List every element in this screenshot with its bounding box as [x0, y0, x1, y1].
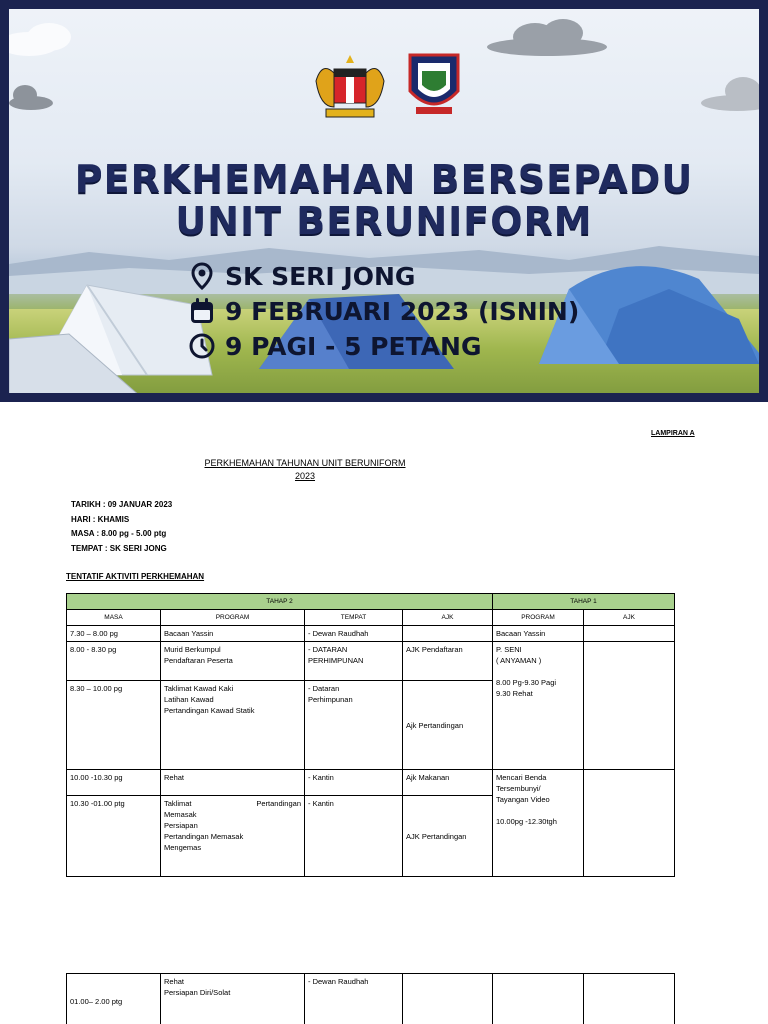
- event-date-text: 9 FEBRUARI 2023 (ISNIN): [225, 296, 580, 326]
- cell-t1-ajk: [584, 642, 675, 770]
- cell-tempat: - Kantin: [305, 796, 403, 877]
- table-row: [67, 770, 675, 796]
- cell-tempat: [305, 642, 403, 681]
- t1-line: Mencari Benda: [496, 773, 547, 782]
- cell-ajk: [403, 681, 493, 770]
- column-header: AJK: [584, 610, 675, 626]
- cell-ajk: AJK Pendaftaran: [403, 642, 493, 681]
- program-word: Pertandingan: [256, 799, 301, 808]
- cell-t1-ajk: [584, 626, 675, 642]
- document-title: [0, 457, 610, 483]
- event-details: [71, 498, 172, 556]
- program-line: Latihan Kawad: [164, 695, 214, 704]
- detail-tarikh: TARIKH : 09 JANUAR 2023: [71, 500, 173, 509]
- program-line: Pendaftaran Peserta: [164, 656, 233, 665]
- t1-line: Tayangan Video: [496, 795, 550, 804]
- t1-line: P. SENI: [496, 645, 522, 654]
- schedule-table-continued: [66, 973, 675, 1024]
- cell-ajk: [403, 974, 493, 1024]
- cell-program: [161, 681, 305, 770]
- group-header-tahap2: TAHAP 2: [67, 594, 493, 610]
- masa-line: 01.00– 2.00 ptg: [70, 997, 123, 1006]
- program-line: Pertandingan Memasak: [164, 832, 244, 841]
- section-title: TENTATIF AKTIVITI PERKHEMAHAN: [66, 572, 205, 581]
- ajk-line: AJK Pertandingan: [406, 831, 467, 841]
- program-line: Persiapan Diri/Solat: [164, 988, 231, 997]
- banner-title-line2: UNIT BERUNIFORM: [175, 199, 593, 243]
- column-header: MASA: [67, 610, 161, 626]
- cell-ajk: Ajk Makanan: [403, 770, 493, 796]
- malaysia-coat-of-arms-logo: [312, 51, 388, 123]
- program-line: Memasak: [164, 810, 197, 819]
- cell-program: [161, 642, 305, 681]
- cell-tempat: - Dewan Raudhah: [305, 626, 403, 642]
- document-title-line2: 2023: [294, 471, 316, 481]
- event-time: [187, 331, 481, 361]
- group-header-tahap1: TAHAP 1: [493, 594, 675, 610]
- cell-masa: 7.30 – 8.00 pg: [67, 626, 161, 642]
- t1-line: ( ANYAMAN ): [496, 656, 542, 665]
- location-pin-icon: [187, 261, 217, 291]
- column-header: PROGRAM: [161, 610, 305, 626]
- banner-scene: [9, 9, 759, 393]
- tempat-line: PERHIMPUNAN: [308, 656, 364, 665]
- banner-title-line1: PERKHEMAHAN BERSEPADU: [74, 157, 694, 201]
- school-crest-logo: [406, 51, 462, 119]
- event-time-text: 9 PAGI - 5 PETANG: [225, 331, 482, 361]
- document-title-line1: PERKHEMAHAN TAHUNAN UNIT BERUNIFORM: [204, 458, 406, 468]
- event-location-text: SK SERI JONG: [225, 261, 416, 291]
- t1-line: 9.30 Rehat: [496, 689, 533, 698]
- program-line: Pertandingan Kawad Statik: [164, 706, 255, 715]
- detail-masa: MASA : 8.00 pg - 5.00 ptg: [71, 529, 167, 538]
- cell-t1-ajk: [584, 770, 675, 877]
- program-line: Rehat: [164, 977, 185, 986]
- column-header: TEMPAT: [305, 610, 403, 626]
- table-column-header: [67, 610, 675, 626]
- cell-t1-program: [493, 642, 584, 770]
- column-header: AJK: [403, 610, 493, 626]
- cell-masa: 10.30 -01.00 ptg: [67, 796, 161, 877]
- cell-program: [161, 796, 305, 877]
- t1-line: 8.00 Pg-9.30 Pagi: [496, 678, 557, 687]
- cell-program: Bacaan Yassin: [161, 626, 305, 642]
- table-group-header: [67, 594, 675, 610]
- cell-masa: [67, 974, 161, 1024]
- clock-icon: [187, 331, 217, 361]
- tent-front-left: [9, 329, 159, 393]
- event-banner: [0, 0, 768, 402]
- cell-tempat: - Kantin: [305, 770, 403, 796]
- tempat-line: - DATARAN: [308, 645, 348, 654]
- t1-line: Tersembunyi/: [496, 784, 541, 793]
- program-line: [164, 798, 301, 809]
- cell-masa: 8.30 – 10.00 pg: [67, 681, 161, 770]
- cell-ajk: [403, 626, 493, 642]
- tempat-line: - Dataran: [308, 684, 340, 693]
- cell-ajk: [403, 796, 493, 877]
- program-line: Mengemas: [164, 843, 202, 852]
- program-word: Taklimat: [164, 799, 192, 808]
- program-line: Persiapan: [164, 821, 198, 830]
- table-row: [67, 642, 675, 681]
- cloud-icon: [697, 73, 759, 113]
- ajk-line: Ajk Pertandingan: [406, 720, 464, 730]
- cell-program: [161, 974, 305, 1024]
- detail-tempat: TEMPAT : SK SERI JONG: [71, 543, 167, 553]
- cell-t1-program: [493, 770, 584, 877]
- cloud-icon: [485, 15, 610, 57]
- cell-t1-program: Bacaan Yassin: [493, 626, 584, 642]
- schedule-table: [66, 593, 675, 877]
- calendar-icon: [187, 296, 217, 326]
- t1-line: 10.00pg -12.30tgh: [496, 817, 557, 826]
- detail-hari: HARI : KHAMIS: [71, 514, 130, 524]
- cloud-icon: [9, 79, 55, 111]
- cell-masa: 8.00 - 8.30 pg: [67, 642, 161, 681]
- cell-t1-program: [493, 974, 584, 1024]
- cell-tempat: - Dewan Raudhah: [305, 974, 403, 1024]
- table-row: [67, 626, 675, 642]
- program-line: Murid Berkumpul: [164, 645, 221, 654]
- program-line: Taklimat Kawad Kaki: [164, 684, 234, 693]
- table-row: [67, 974, 675, 1024]
- tempat-line: Perhimpunan: [308, 695, 353, 704]
- cell-program: Rehat: [161, 770, 305, 796]
- column-header: PROGRAM: [493, 610, 584, 626]
- event-location: [187, 261, 415, 291]
- cloud-icon: [9, 19, 89, 59]
- cell-tempat: [305, 681, 403, 770]
- cell-masa: 10.00 -10.30 pg: [67, 770, 161, 796]
- event-date: [187, 296, 579, 326]
- cell-t1-ajk: [584, 974, 675, 1024]
- attachment-label: LAMPIRAN A: [651, 430, 695, 437]
